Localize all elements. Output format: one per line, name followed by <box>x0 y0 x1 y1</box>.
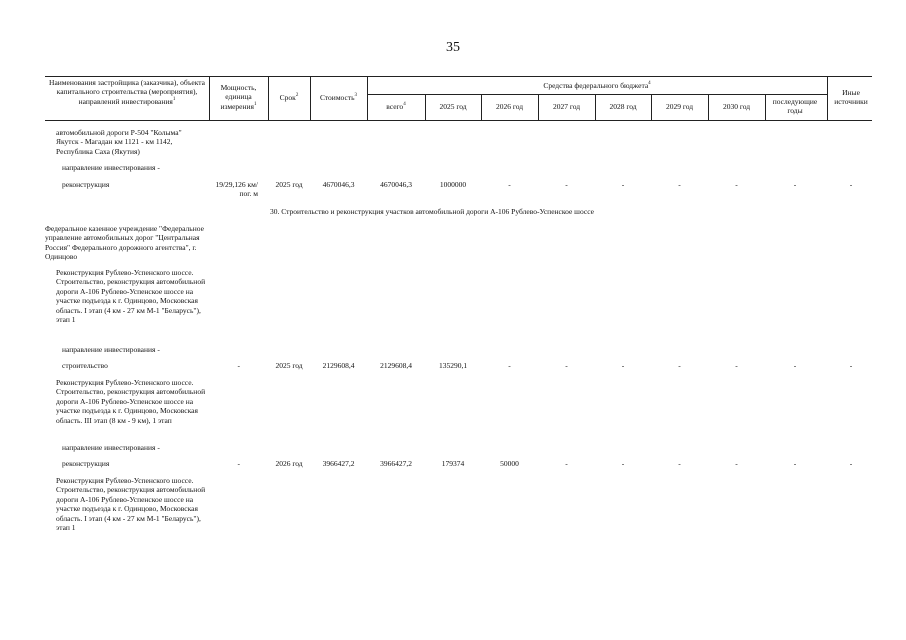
object-name: Реконструкция Рублево-Успенского шоссе. Строительство, реконструкция автомобильной дороги А-106 Рублево-Успенское шоссе на участке подъезда к г. Одинцово, Московская область. III этап (8 км - 9 км), 1 этап <box>56 378 206 425</box>
row-cost: 2129608,4 <box>322 361 355 370</box>
row-2029: - <box>678 180 681 189</box>
header-mid-rule <box>367 94 827 95</box>
row-2030: - <box>735 180 738 189</box>
row-2027: - <box>565 180 568 189</box>
header-later-years: последующие годы <box>772 97 818 116</box>
row-2028: - <box>621 459 625 468</box>
developer-name: Федеральное казенное учреждение "Федеральное управление автомобильных дорог "Центральная Россия" Федерального дорожного агентства", г. Одинцово <box>45 224 204 262</box>
row-term: 2026 год <box>275 459 303 468</box>
header-divider <box>209 76 210 120</box>
row-2026: 50000 <box>500 459 519 468</box>
header-year-2028: 2028 год <box>609 102 637 111</box>
header-year-2030: 2030 год <box>722 102 751 111</box>
section-title: 30. Строительство и реконструкция участков автомобильной дороги А-106 Рублево-Успенское шоссе <box>270 207 594 216</box>
row-total: 4670046,3 <box>380 180 412 189</box>
header-other-sources: Иные источники <box>834 88 868 107</box>
row-2025: 135290,1 <box>438 361 468 370</box>
investment-direction: направление инвестирования - <box>62 345 160 354</box>
object-name: Реконструкция Рублево-Успенского шоссе. Строительство, реконструкция автомобильной дороги А-106 Рублево-Успенское шоссе на участке подъезда к г. Одинцово, Московская область. I этап (4 км - 27 км М-1 "Беларусь"), этап 1 <box>56 268 206 325</box>
row-2025: 179374 <box>441 459 465 468</box>
row-term: 2025 год <box>275 180 303 189</box>
row-total: 2129608,4 <box>380 361 412 370</box>
row-2030: - <box>735 361 738 370</box>
header-term: Срок$^2$ <box>279 93 299 102</box>
header-name: Наименования застройщика (заказчика), объекта капитального строительства (мероприятия), направлений инвестирования$^1$ <box>49 78 205 106</box>
object-name: Реконструкция Рублево-Успенского шоссе. Строительство, реконструкция автомобильной дороги А-106 Рублево-Успенское шоссе на участке подъезда к г. Одинцово, Московская область. I этап (4 км - 27 км М-1 "Беларусь"), этап 1 <box>56 476 206 533</box>
header-divider <box>827 76 828 120</box>
row-2029: - <box>678 361 681 370</box>
row-later: - <box>793 361 797 370</box>
row-capacity: - <box>237 361 240 370</box>
row-2025: 1000000 <box>439 180 467 189</box>
row-2027: - <box>565 361 568 370</box>
row-name: реконструкция <box>62 459 110 468</box>
row-cost: 4670046,3 <box>322 180 355 189</box>
row-2028: - <box>621 180 625 189</box>
row-2028: - <box>621 361 625 370</box>
header-cost: Стоимость$^3$ <box>319 93 358 102</box>
header-divider <box>765 94 766 120</box>
header-bottom-rule <box>45 120 872 121</box>
row-other: - <box>849 361 853 370</box>
header-year-2029: 2029 год <box>665 102 694 111</box>
row-2026: - <box>508 361 511 370</box>
row-capacity: 19/29,126 км/пог. м <box>215 180 258 199</box>
row-other: - <box>849 180 853 189</box>
header-year-2026: 2026 год <box>495 102 524 111</box>
row-2026: - <box>508 180 511 189</box>
investment-direction: направление инвестирования - <box>62 163 160 172</box>
row-other: - <box>849 459 853 468</box>
row-name: реконструкция <box>62 180 110 189</box>
row-capacity: - <box>237 459 240 468</box>
row-2027: - <box>565 459 568 468</box>
row-later: - <box>793 180 797 189</box>
row-total: 3966427,2 <box>380 459 412 468</box>
page-number: 35 <box>446 40 460 55</box>
row-2029: - <box>678 459 681 468</box>
row-cost: 3966427,2 <box>322 459 355 468</box>
header-top-rule <box>45 76 872 77</box>
header-capacity: Мощность, единица измерения$^1$ <box>220 83 257 111</box>
header-federal-budget: Средства федерального бюджета$^4$ <box>543 81 651 90</box>
row-2030: - <box>735 459 738 468</box>
header-total: всего$^4$ <box>386 102 406 111</box>
header-year-2027: 2027 год <box>552 102 581 111</box>
investment-direction: направление инвестирования - <box>62 443 160 452</box>
row-later: - <box>793 459 797 468</box>
row-term: 2025 год <box>275 361 303 370</box>
header-year-2025: 2025 год <box>439 102 467 111</box>
object-name: автомобильной дороги Р-504 "Колыма" Якутск - Магадан км 1121 - км 1142, Республика Саха (Якутия) <box>56 128 182 156</box>
row-name: строительство <box>62 361 108 370</box>
